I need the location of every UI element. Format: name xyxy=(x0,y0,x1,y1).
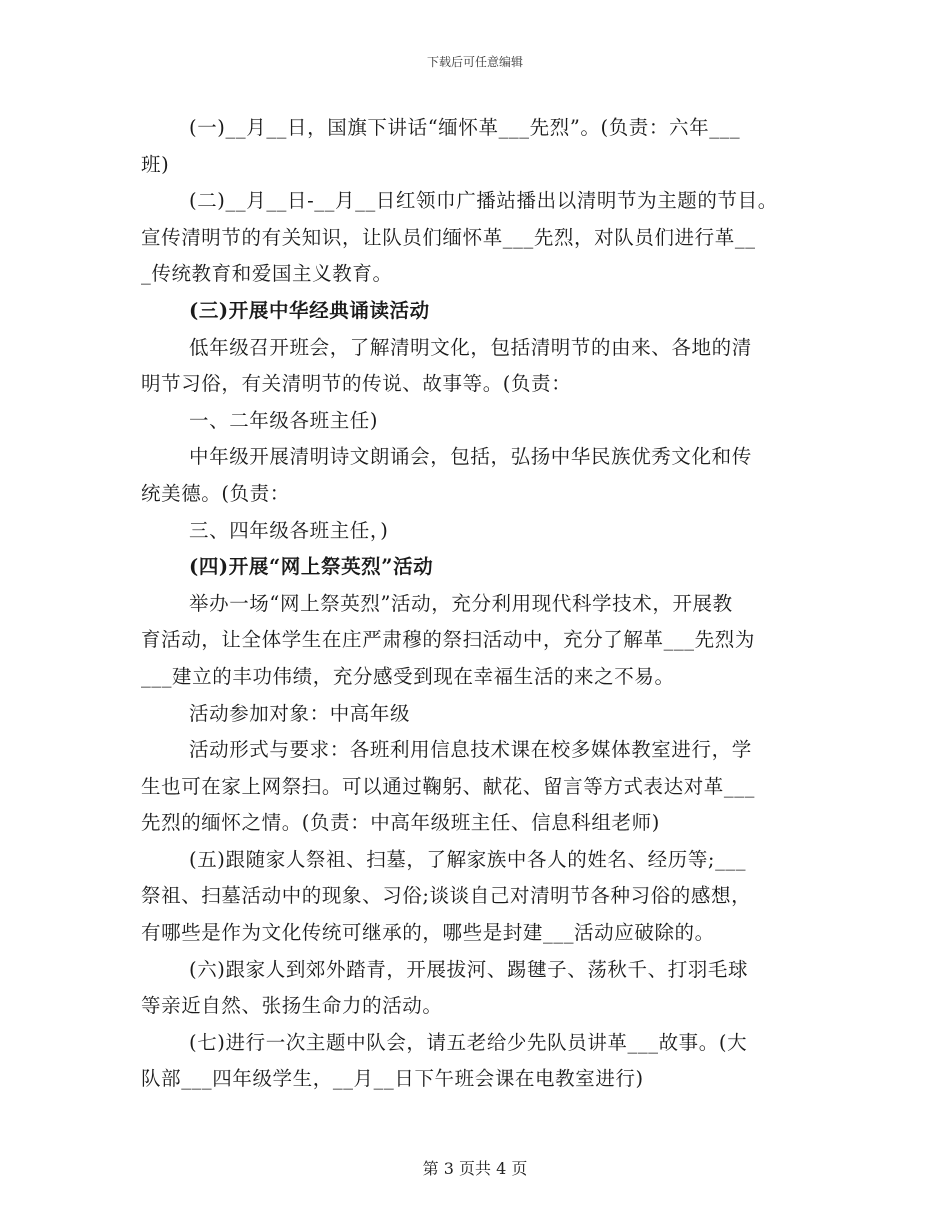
paragraph-line: 班) xyxy=(141,152,170,176)
paragraph-line: 一、二年级各班主任) xyxy=(189,408,379,432)
paragraph-line: (五)跟随家人祭祖、扫墓，了解家族中各人的姓名、经历等;___ xyxy=(189,847,747,871)
paragraph-line: 生也可在家上网祭扫。可以通过鞠躬、献花、留言等方式表达对革___ xyxy=(141,774,755,798)
paragraph-line: 活动形式与要求：各班利用信息技术课在校多媒体教室进行，学 xyxy=(189,738,752,762)
paragraph-line: 三、四年级各班主任，) xyxy=(189,518,389,542)
page-footer: 第 3 页共 4 页 xyxy=(422,1159,528,1178)
page-header: 下载后可任意编辑 xyxy=(426,55,523,69)
paragraph-line: 宣传清明节的有关知识，让队员们缅怀革___先烈，对队员们进行革__ xyxy=(141,225,756,249)
paragraph-line: 明节习俗，有关清明节的传说、故事等。(负责： xyxy=(141,372,572,396)
paragraph-line: 统美德。(负责： xyxy=(141,481,290,505)
paragraph-line: _传统教育和爱国主义教育。 xyxy=(141,262,393,286)
section-heading: (三)开展中华经典诵读活动 xyxy=(189,298,430,322)
paragraph-line: (一)__月__日，国旗下讲话“缅怀革___先烈”。(负责：六年___ xyxy=(189,116,741,139)
paragraph-line: 活动参加对象：中高年级 xyxy=(189,701,411,725)
paragraph-line: 队部___四年级学生，__月__日下午班会课在电教室进行) xyxy=(141,1067,644,1091)
paragraph-line: 等亲近自然、张扬生命力的活动。 xyxy=(141,994,443,1018)
paragraph-line: (六)跟家人到郊外踏青，开展拔河、踢毽子、荡秋千、打羽毛球 xyxy=(189,957,749,981)
paragraph-line: 举办一场“网上祭英烈”活动，充分利用现代科学技术，开展教 xyxy=(189,591,733,615)
paragraph-line: 先烈的缅怀之情。(负责：中高年级班主任、信息科组老师) xyxy=(141,811,660,835)
paragraph-line: (二)__月__日-__月__日红领巾广播站播出以清明节为主题的节目。 xyxy=(189,189,778,213)
paragraph-line: 低年级召开班会，了解清明文化，包括清明节的由来、各地的清 xyxy=(189,335,752,359)
document-body xyxy=(141,110,821,1098)
paragraph-line: 育活动，让全体学生在庄严肃穆的祭扫活动中，充分了解革___先烈为 xyxy=(141,628,755,652)
paragraph-line: 有哪些是作为文化传统可继承的，哪些是封建___活动应破除的。 xyxy=(141,921,715,945)
paragraph-line: ___建立的丰功伟绩，充分感受到现在幸福生活的来之不易。 xyxy=(141,664,675,688)
section-heading: (四)开展“网上祭英烈”活动 xyxy=(189,555,434,579)
paragraph-line: (七)进行一次主题中队会，请五老给少先队员讲革___故事。(大 xyxy=(189,1030,748,1054)
paragraph-line: 中年级开展清明诗文朗诵会，包括，弘扬中华民族优秀文化和传 xyxy=(189,445,752,469)
paragraph-line: 祭祖、扫墓活动中的现象、习俗;谈谈自己对清明节各种习俗的感想， xyxy=(141,884,752,908)
